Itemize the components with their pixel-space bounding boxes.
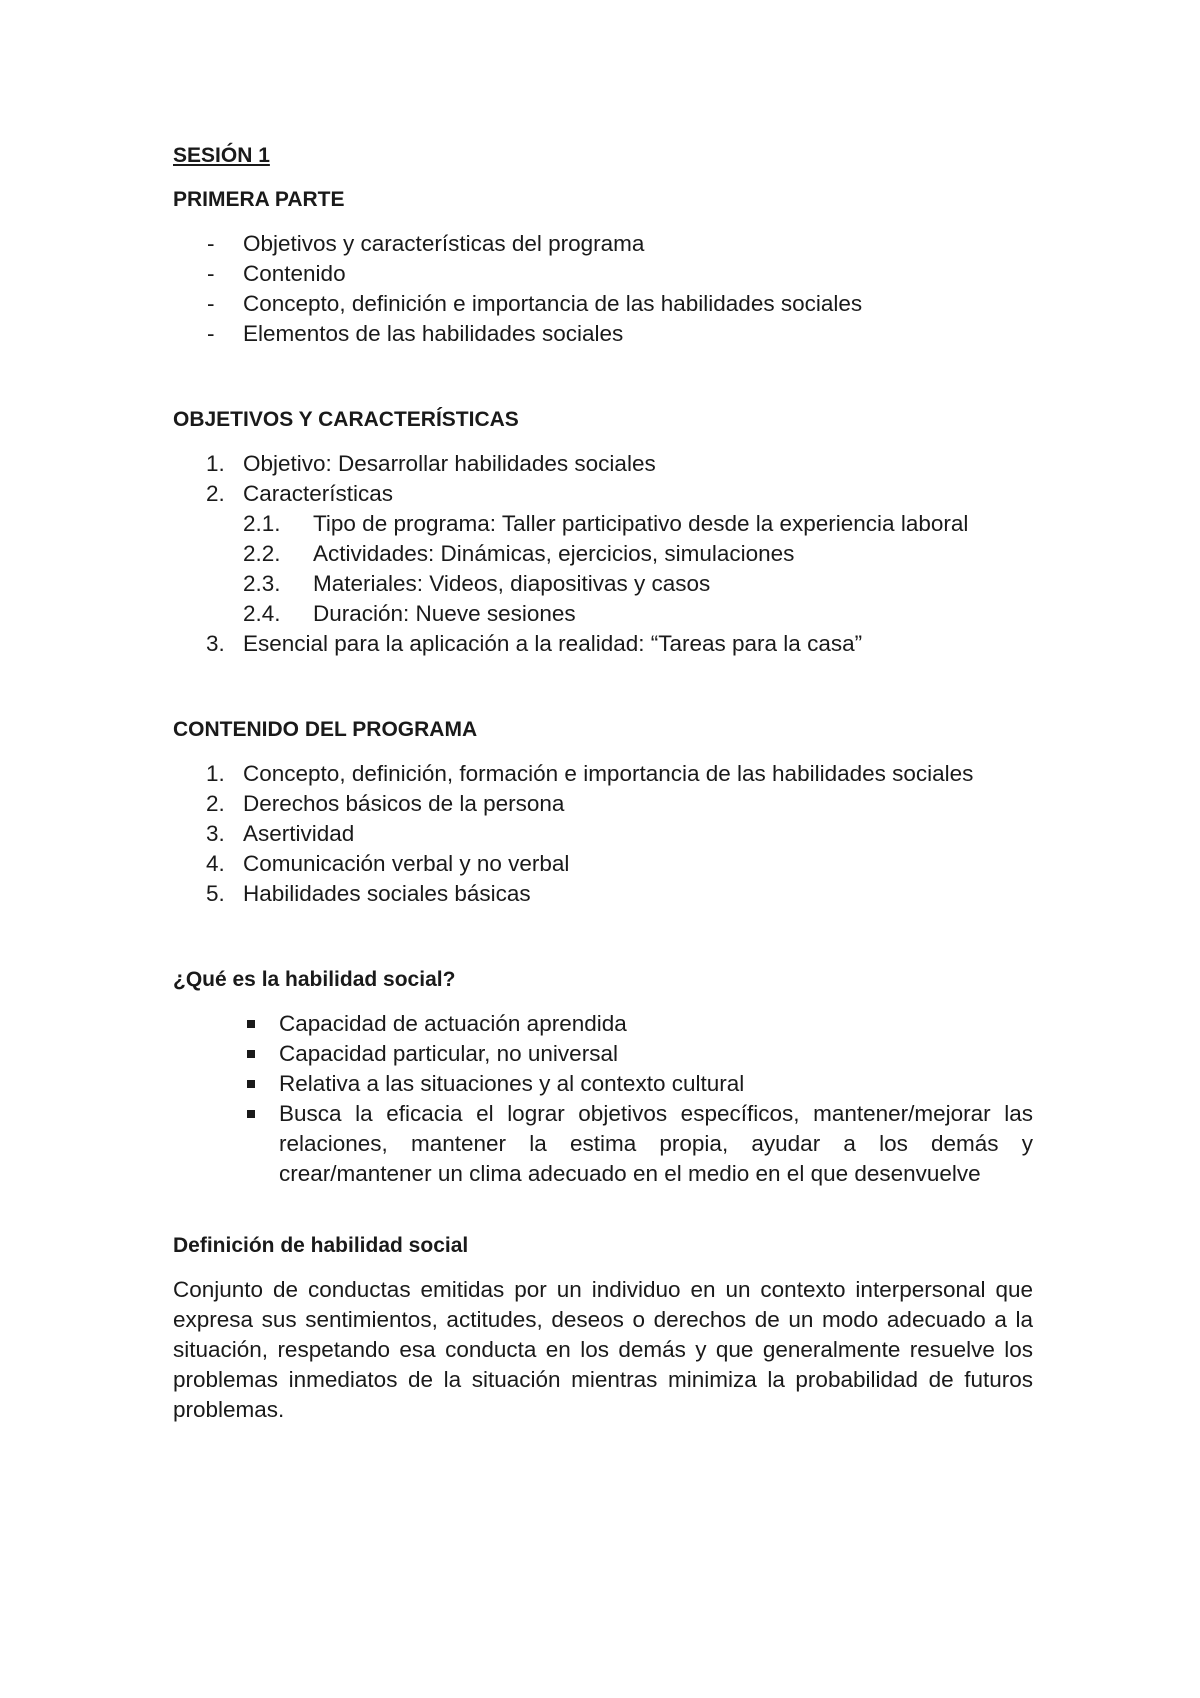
square-bullet-icon — [247, 1080, 255, 1088]
list-item: 4. Comunicación verbal y no verbal — [206, 851, 570, 876]
part-title: PRIMERA PARTE — [173, 188, 345, 211]
square-bullet-icon — [247, 1020, 255, 1028]
definicion-text: Conjunto de conductas emitidas por un individuo en un contexto interpersonal que expresa sus sentimientos, actitudes, deseos o derechos de un modo adecuado a la situación, respetando esa conducta en los demás y que generalmente resuelve los problemas inmediatos de la situación mientras minimiza la probabilidad de futuros problemas. — [173, 1277, 1033, 1422]
list-item: - Elementos de las habilidades sociales — [207, 321, 624, 346]
list-item: Capacidad particular, no universal — [173, 1039, 1033, 1069]
list-item: 2. Características — [206, 481, 394, 506]
contenido-title: CONTENIDO DEL PROGRAMA — [173, 718, 478, 741]
list-item: Capacidad de actuación aprendida — [173, 1009, 1033, 1039]
objetivos-list — [173, 449, 1033, 659]
sub-list-item: 2.1. Tipo de programa: Taller participativo desde la experiencia laboral — [243, 511, 969, 536]
contenido-list — [173, 759, 1033, 909]
part-list — [173, 229, 1033, 349]
list-item: 1. Objetivo: Desarrollar habilidades sociales — [206, 451, 656, 476]
sub-list-item: 2.3. Materiales: Videos, diapositivas y casos — [243, 571, 711, 596]
sub-list-item: 2.4. Duración: Nueve sesiones — [243, 601, 576, 626]
list-item: 3. Esencial para la aplicación a la realidad: “Tareas para la casa” — [206, 631, 863, 656]
objetivos-title: OBJETIVOS Y CARACTERÍSTICAS — [173, 408, 519, 431]
list-item: 2. Derechos básicos de la persona — [206, 791, 565, 816]
que-es-title: ¿Qué es la habilidad social? — [173, 968, 456, 991]
definicion-title: Definición de habilidad social — [173, 1234, 469, 1257]
que-es-list — [173, 1009, 1033, 1189]
list-item: - Contenido — [207, 261, 346, 286]
session-title: SESIÓN 1 — [173, 144, 270, 167]
list-item: - Objetivos y características del programa — [207, 231, 645, 256]
sub-list-item: 2.2. Actividades: Dinámicas, ejercicios, simulaciones — [243, 541, 795, 566]
square-bullet-icon — [247, 1050, 255, 1058]
list-item: - Concepto, definición e importancia de las habilidades sociales — [207, 291, 863, 316]
list-item: 3. Asertividad — [206, 821, 355, 846]
list-item: 5. Habilidades sociales básicas — [206, 881, 531, 906]
list-item: 1. Concepto, definición, formación e importancia de las habilidades sociales — [206, 761, 974, 786]
list-item: Busca la eficacia el lograr objetivos específicos, mantener/mejorar las relaciones, mantener la estima propia, ayudar a los demás y crear/mantener un clima adecuado en el medio en el que desenvuelve — [173, 1099, 1033, 1189]
square-bullet-icon — [247, 1110, 255, 1118]
list-item: Relativa a las situaciones y al contexto cultural — [173, 1069, 1033, 1099]
document-content — [173, 141, 1033, 1425]
